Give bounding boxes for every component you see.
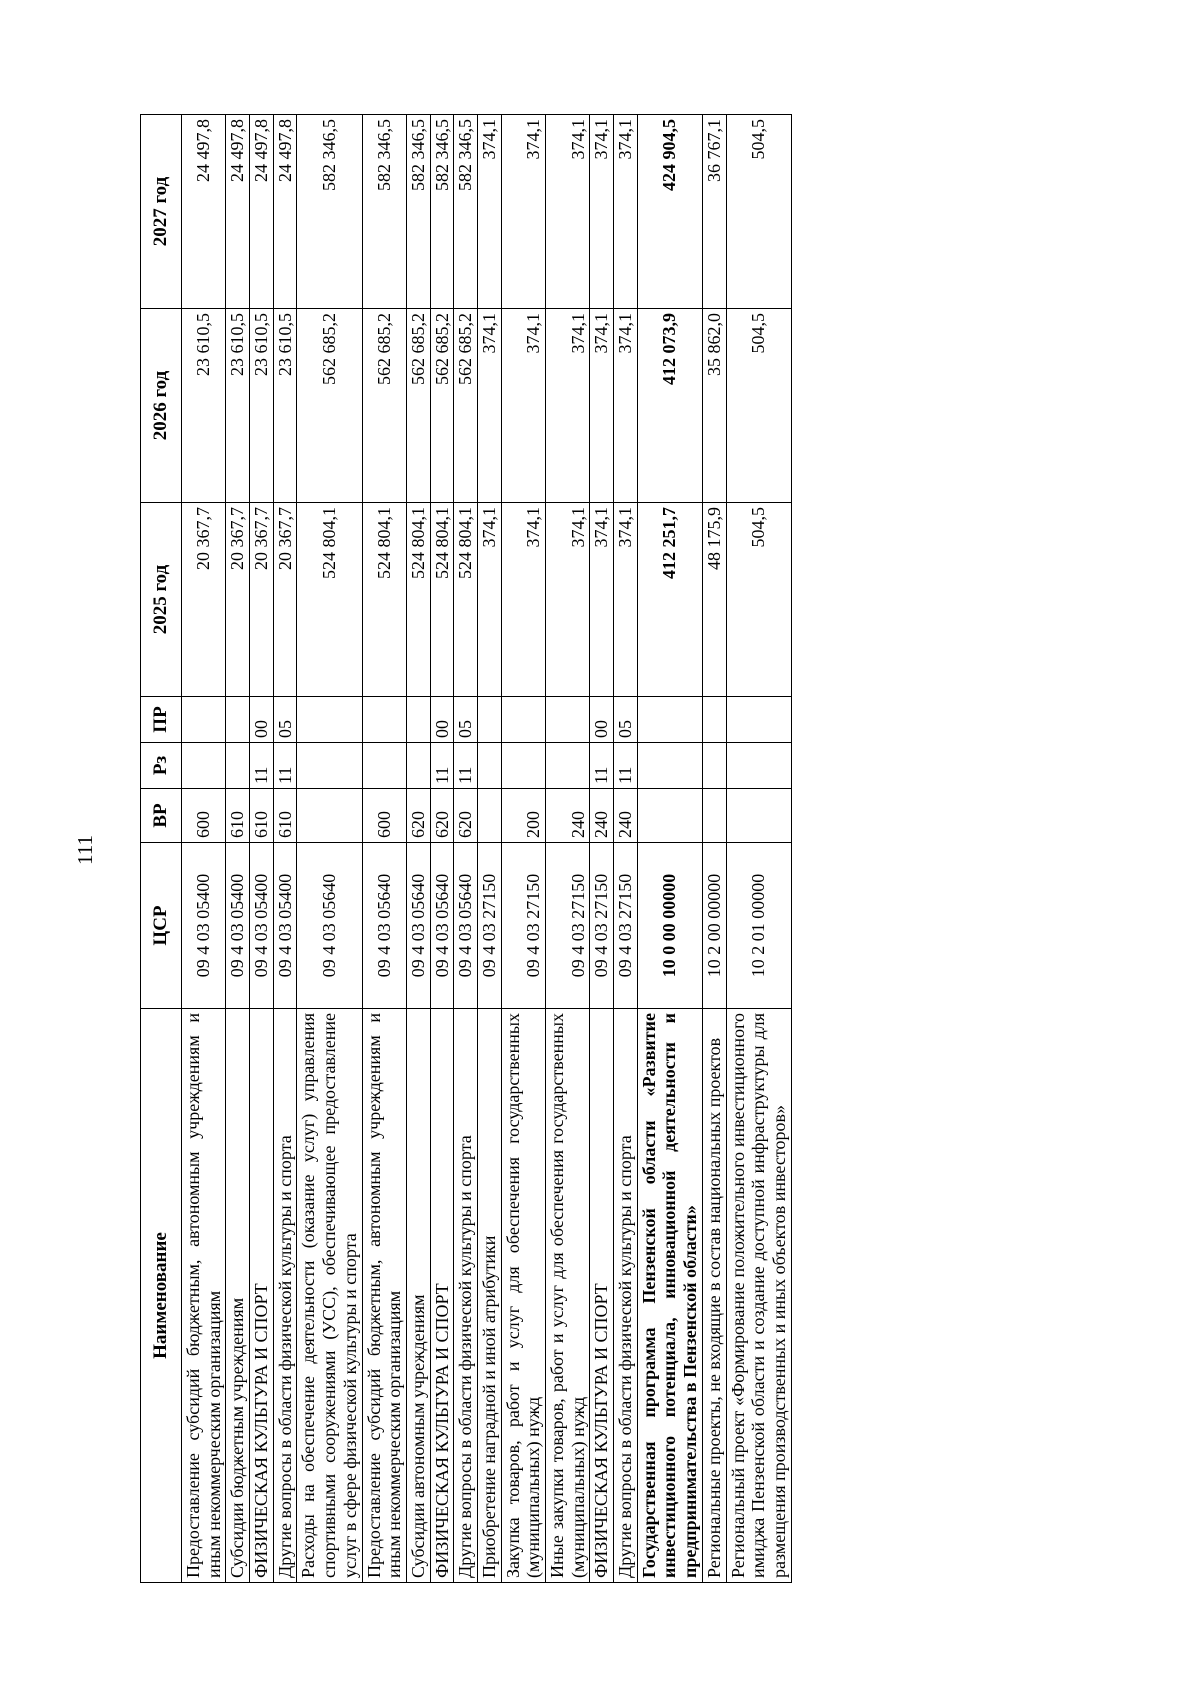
table-cell-csr: 09 4 03 27150: [590, 843, 614, 1009]
table-cell-csr: 09 4 03 05400: [226, 843, 250, 1009]
table-cell-2027: 582 346,5: [406, 115, 430, 309]
table-cell-csr: 09 4 03 05640: [454, 843, 478, 1009]
table-cell-2025: 374,1: [590, 503, 614, 697]
table-cell-csr: 09 4 03 05400: [182, 843, 226, 1009]
table-cell-pr: 05: [614, 697, 638, 743]
table-cell-vr: 620: [406, 789, 430, 843]
table-cell-csr: 10 2 01 00000: [726, 843, 791, 1009]
table-row: [726, 115, 791, 1583]
table-cell-2025: 412 251,7: [637, 503, 702, 697]
table-cell-2026: 23 610,5: [226, 309, 250, 503]
table-cell-2027: 582 346,5: [430, 115, 454, 309]
table-cell-csr: 10 0 00 00000: [637, 843, 702, 1009]
table-cell-2026: 374,1: [590, 309, 614, 503]
table-cell-name: ФИЗИЧЕСКАЯ КУЛЬТУРА И СПОРТ: [430, 1009, 454, 1583]
table-cell-2026: 23 610,5: [182, 309, 226, 503]
header-vr: ВР: [141, 789, 182, 843]
table-cell-2026: 562 685,2: [406, 309, 430, 503]
header-csr: ЦСР: [141, 843, 182, 1009]
table-cell-2025: 20 367,7: [273, 503, 297, 697]
table-cell-2027: 374,1: [477, 115, 501, 309]
table-cell-2025: 48 175,9: [702, 503, 726, 697]
table-cell-pr: [501, 697, 545, 743]
table-row: [226, 115, 250, 1583]
table-cell-2026: 35 862,0: [702, 309, 726, 503]
table-cell-2027: 374,1: [546, 115, 590, 309]
table-row: [297, 115, 362, 1583]
table-cell-pr: [226, 697, 250, 743]
table-cell-name: Региональные проекты, не входящие в состав национальных проектов: [702, 1009, 726, 1583]
table-cell-2026: 374,1: [501, 309, 545, 503]
table-cell-vr: 600: [182, 789, 226, 843]
table-cell-rz: [501, 743, 545, 789]
table-cell-2027: 24 497,8: [226, 115, 250, 309]
table-cell-vr: [637, 789, 702, 843]
table-cell-rz: [226, 743, 250, 789]
table-cell-vr: 600: [362, 789, 406, 843]
table-cell-name: Закупка товаров, работ и услуг для обеспечения государственных (муниципальных) нужд: [501, 1009, 545, 1583]
table-cell-2027: 374,1: [614, 115, 638, 309]
table-cell-vr: [726, 789, 791, 843]
table-cell-name: Субсидии автономным учреждениям: [406, 1009, 430, 1583]
table-cell-2025: 374,1: [477, 503, 501, 697]
table-cell-pr: 00: [590, 697, 614, 743]
table-row: [614, 115, 638, 1583]
table-cell-rz: 11: [590, 743, 614, 789]
table-cell-rz: [182, 743, 226, 789]
table-cell-pr: 05: [273, 697, 297, 743]
table-cell-rz: 11: [614, 743, 638, 789]
table-cell-pr: [637, 697, 702, 743]
table-cell-2025: 524 804,1: [297, 503, 362, 697]
table-cell-csr: 09 4 03 05400: [250, 843, 274, 1009]
table-cell-2025: 504,5: [726, 503, 791, 697]
table-cell-2025: 524 804,1: [430, 503, 454, 697]
table-body: [182, 115, 792, 1583]
table-cell-rz: [702, 743, 726, 789]
table-cell-name: Предоставление субсидий бюджетным, автономным учреждениям и иным некоммерческим организациям: [362, 1009, 406, 1583]
table-cell-vr: [477, 789, 501, 843]
table-cell-vr: [702, 789, 726, 843]
table-cell-pr: 00: [250, 697, 274, 743]
table-row: [273, 115, 297, 1583]
table-row: [546, 115, 590, 1583]
table-cell-pr: [362, 697, 406, 743]
table-cell-pr: [477, 697, 501, 743]
table-row: [702, 115, 726, 1583]
table-cell-csr: 09 4 03 27150: [477, 843, 501, 1009]
table-cell-rz: [406, 743, 430, 789]
table-row: [477, 115, 501, 1583]
table-cell-2025: 524 804,1: [362, 503, 406, 697]
table-cell-2027: 582 346,5: [297, 115, 362, 309]
table-cell-2025: 374,1: [614, 503, 638, 697]
table-cell-2025: 524 804,1: [406, 503, 430, 697]
table-cell-2026: 562 685,2: [362, 309, 406, 503]
table-row: [362, 115, 406, 1583]
table-cell-2027: 24 497,8: [273, 115, 297, 309]
table-cell-name: Другие вопросы в области физической культуры и спорта: [454, 1009, 478, 1583]
table-cell-name: ФИЗИЧЕСКАЯ КУЛЬТУРА И СПОРТ: [250, 1009, 274, 1583]
table-cell-2026: 562 685,2: [297, 309, 362, 503]
table-cell-rz: [726, 743, 791, 789]
table-cell-2026: 504,5: [726, 309, 791, 503]
header-2025: 2025 год: [141, 503, 182, 697]
table-cell-2025: 524 804,1: [454, 503, 478, 697]
table-cell-vr: 620: [430, 789, 454, 843]
table-cell-csr: 09 4 03 05400: [273, 843, 297, 1009]
table-cell-2026: 374,1: [614, 309, 638, 503]
table-cell-vr: 610: [273, 789, 297, 843]
table-cell-vr: 200: [501, 789, 545, 843]
table-cell-2026: 23 610,5: [250, 309, 274, 503]
table-row: [637, 115, 702, 1583]
table-cell-2025: 374,1: [546, 503, 590, 697]
table-row: [501, 115, 545, 1583]
table-row: [250, 115, 274, 1583]
table-cell-2027: 582 346,5: [362, 115, 406, 309]
table-cell-rz: [546, 743, 590, 789]
table-row: [430, 115, 454, 1583]
table-cell-name: Субсидии бюджетным учреждениям: [226, 1009, 250, 1583]
table-cell-rz: [297, 743, 362, 789]
table-cell-pr: [406, 697, 430, 743]
table-header-row: [141, 115, 182, 1583]
table-cell-vr: 610: [226, 789, 250, 843]
table-cell-csr: 09 4 03 05640: [406, 843, 430, 1009]
table-cell-csr: 09 4 03 05640: [362, 843, 406, 1009]
table-cell-2025: 20 367,7: [226, 503, 250, 697]
header-pr: ПР: [141, 697, 182, 743]
table-cell-name: Региональный проект «Формирование положительного инвестиционного имиджа Пензенской области и создание доступной инфраструктуры для размещения производственных и иных объектов инвесторов»: [726, 1009, 791, 1583]
table-row: [182, 115, 226, 1583]
table-cell-vr: 620: [454, 789, 478, 843]
table-cell-pr: [726, 697, 791, 743]
table-cell-2027: 24 497,8: [250, 115, 274, 309]
table-cell-csr: 09 4 03 27150: [546, 843, 590, 1009]
table-cell-2026: 412 073,9: [637, 309, 702, 503]
table-cell-vr: 610: [250, 789, 274, 843]
table-cell-pr: 00: [430, 697, 454, 743]
page-number: 111: [73, 835, 97, 865]
table-cell-2026: 23 610,5: [273, 309, 297, 503]
header-rz: Рз: [141, 743, 182, 789]
table-cell-pr: [546, 697, 590, 743]
table-cell-2027: 582 346,5: [454, 115, 478, 309]
table-cell-csr: 09 4 03 27150: [501, 843, 545, 1009]
table-cell-vr: [297, 789, 362, 843]
table-cell-2025: 374,1: [501, 503, 545, 697]
table-cell-csr: 10 2 00 00000: [702, 843, 726, 1009]
table-cell-rz: 11: [273, 743, 297, 789]
table-cell-vr: 240: [614, 789, 638, 843]
table-cell-pr: 05: [454, 697, 478, 743]
table-cell-csr: 09 4 03 05640: [297, 843, 362, 1009]
rotated-table-container: [140, 115, 1040, 1583]
table-cell-2027: 374,1: [590, 115, 614, 309]
table-row: [454, 115, 478, 1583]
table-cell-2025: 20 367,7: [182, 503, 226, 697]
table-cell-name: ФИЗИЧЕСКАЯ КУЛЬТУРА И СПОРТ: [590, 1009, 614, 1583]
table-cell-vr: 240: [590, 789, 614, 843]
table-cell-name: Другие вопросы в области физической культуры и спорта: [273, 1009, 297, 1583]
table-cell-name: Предоставление субсидий бюджетным, автономным учреждениям и иным некоммерческим организациям: [182, 1009, 226, 1583]
table-cell-2025: 20 367,7: [250, 503, 274, 697]
table-cell-2027: 24 497,8: [182, 115, 226, 309]
table-row: [590, 115, 614, 1583]
table-cell-csr: 09 4 03 05640: [430, 843, 454, 1009]
table-cell-name: Другие вопросы в области физической культуры и спорта: [614, 1009, 638, 1583]
table-cell-2027: 424 904,5: [637, 115, 702, 309]
table-cell-name: Приобретение наградной и иной атрибутики: [477, 1009, 501, 1583]
table-cell-2027: 374,1: [501, 115, 545, 309]
table-row: [406, 115, 430, 1583]
table-cell-2027: 36 767,1: [702, 115, 726, 309]
table-cell-vr: 240: [546, 789, 590, 843]
header-2027: 2027 год: [141, 115, 182, 309]
table-cell-rz: [637, 743, 702, 789]
table-cell-2026: 374,1: [477, 309, 501, 503]
header-name: Наименование: [141, 1009, 182, 1583]
table-cell-2026: 562 685,2: [430, 309, 454, 503]
table-cell-name: Расходы на обеспечение деятельности (оказание услуг) управления спортивными сооружениями (УСС), обеспечивающее предоставление услуг в сфере физической культуры и спорта: [297, 1009, 362, 1583]
table-cell-csr: 09 4 03 27150: [614, 843, 638, 1009]
table-cell-pr: [297, 697, 362, 743]
table-cell-rz: 11: [250, 743, 274, 789]
table-cell-rz: [362, 743, 406, 789]
header-2026: 2026 год: [141, 309, 182, 503]
table-cell-name: Иные закупки товаров, работ и услуг для обеспечения государственных (муниципальных) нужд: [546, 1009, 590, 1583]
table-cell-pr: [702, 697, 726, 743]
table-cell-pr: [182, 697, 226, 743]
table-cell-2026: 562 685,2: [454, 309, 478, 503]
table-cell-rz: [477, 743, 501, 789]
table-cell-rz: 11: [430, 743, 454, 789]
table-cell-2027: 504,5: [726, 115, 791, 309]
table-cell-2026: 374,1: [546, 309, 590, 503]
table-cell-rz: 11: [454, 743, 478, 789]
budget-table: [140, 114, 792, 1583]
table-cell-name: Государственная программа Пензенской области «Развитие инвестиционного потенциала, инновационной деятельности и предпринимательства в Пензенской области»: [637, 1009, 702, 1583]
